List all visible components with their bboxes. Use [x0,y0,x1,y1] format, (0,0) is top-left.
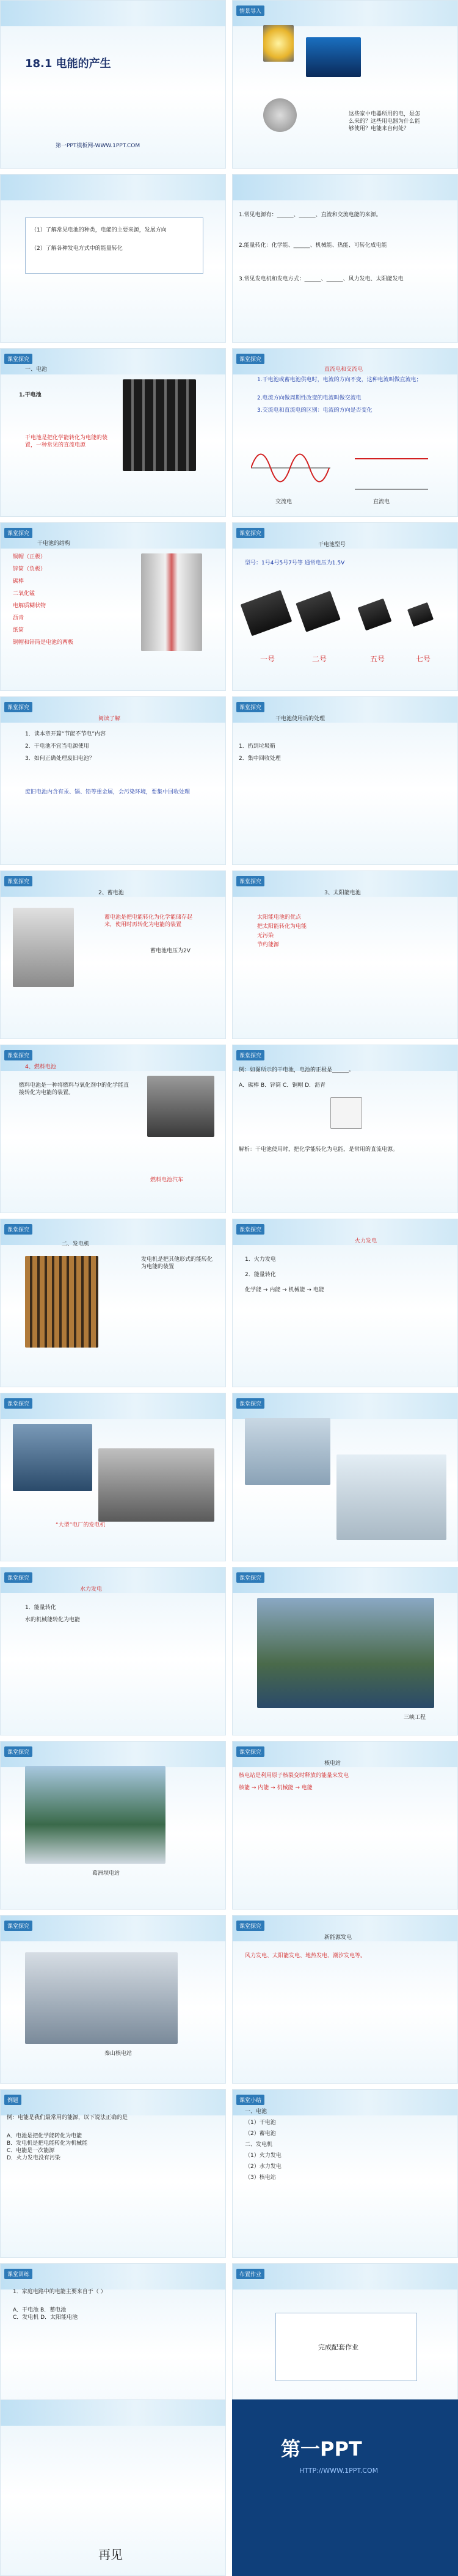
line-3: 3.交流电和直流电的区别：电流的方向是否变化 [257,407,373,414]
options: A．碳棒 B．锌筒 C．铜帽 D．沥青 [239,1082,326,1089]
tag: 课堂探究 [236,876,264,886]
tag: 课堂探究 [236,528,264,538]
tag: 课堂小结 [236,2095,264,2105]
tag: 课堂探究 [236,1398,264,1409]
brand-url: HTTP://WWW.1PPT.COM [299,2467,379,2475]
item-5: 电解质糊状物 [13,603,46,609]
tag: 课堂探究 [236,354,264,364]
line-2: 核能 → 内能 → 机械能 → 电能 [239,1785,313,1791]
item-2: 2．集中回收处理 [239,756,281,762]
note: 废旧电池内含有汞、镉、铅等重金属，会污染环境，要集中回收处理 [25,789,191,795]
brand-logo: 第一PPT [281,2437,362,2461]
note: 蓄电池是把电能转化为化学能储存起来，使用时再转化为电能的装置 [104,914,193,929]
slide-4[interactable] [232,174,458,343]
slide-29[interactable] [0,2399,226,2576]
slide-16[interactable] [232,1219,458,1387]
tag: 课堂探究 [4,1224,32,1235]
heading: 新能源发电 [324,1935,352,1941]
body: 发电机是把其他形式的能转化为电能的装置 [141,1257,213,1271]
batteries-image [123,379,196,471]
cooling-towers-image [336,1454,446,1540]
slide-9[interactable] [0,696,226,865]
slide-2[interactable] [232,0,458,169]
goodbye: 再见 [98,2547,123,2562]
slide-17[interactable] [0,1393,226,1561]
slide-22[interactable] [232,1741,458,1910]
tag: 例题 [4,2095,21,2105]
item-4: 二、发电机 [245,2142,273,2148]
waveform-diagram [251,440,434,495]
slide-15[interactable] [0,1219,226,1387]
label-2: 二号 [312,655,327,663]
item-8: 铜帽和锌筒是电池的两极 [13,640,74,646]
battery-2 [296,591,340,632]
options: A．干电池 B．蓄电池 C．发电机 D．太阳能电池 [13,2307,78,2321]
caption: “大型”电厂的发电机 [56,1522,106,1528]
slide-1[interactable] [0,0,226,169]
slide-21[interactable] [0,1741,226,1910]
rice-cooker-image [263,98,297,132]
body: 1．家庭电路中的电能主要来自于（ ） [13,2289,106,2295]
item-1: 一、电池 [245,2109,267,2115]
line-3: 化学能 → 内能 → 机械能 → 电能 [245,1287,324,1293]
caption: 葛洲坝电站 [92,1870,120,1877]
tag: 课堂探究 [4,1398,32,1409]
thermal-plant-image [245,1418,330,1485]
storage-battery-image [13,908,74,987]
line-1: 核电站是利用原子核裂变时释放的能量来发电 [239,1773,349,1779]
heading: 干电池的结构 [37,541,71,547]
power-plant-image-1 [13,1424,92,1491]
slide-23[interactable] [0,1915,226,2084]
line-3: 3．如何正确处理废旧电池？ [25,756,95,762]
nuclear-plant-image [25,1952,178,2044]
slide-3[interactable] [0,174,226,343]
line-1: 1．读本章开篇“节能不节电”内容 [25,731,106,737]
line-2: 水的机械能转化为电能 [25,1617,81,1623]
battery-1 [241,590,293,637]
tag: 布置作业 [236,2269,264,2279]
item-2: 把太阳能转化为电能 [257,924,307,930]
body: 燃料电池是一种将燃料与氧化剂中的化学能直接转化为电能的装置。 [19,1082,129,1096]
caption: 三峡工程 [404,1715,426,1721]
item-5: （1）火力发电 [245,2153,282,2159]
slide-18[interactable] [232,1393,458,1561]
dam-image [257,1598,434,1708]
heading: 水力发电 [80,1586,103,1593]
generator-hall-image [98,1448,214,1522]
tag: 课堂探究 [4,702,32,712]
item-6: 沥青 [13,615,24,621]
heading: 火力发电 [355,1238,377,1244]
line-2: 2．干电池不宜当电源使用 [25,743,89,750]
tag: 课堂探究 [4,876,32,886]
explain: 解析：干电池使用时，把化学能转化为电能，是常用的直流电源。 [239,1147,399,1153]
options: A．电池是把化学能转化为电能 B．发电机是把电能转化为机械能 C．电能是一次能源 D．火力发电没有污染 [7,2133,88,2162]
question-text: 这些家中电器所用的电，是怎么来的？这些用电器为什么能够使用？电能来自何处？ [349,111,421,133]
slide-13[interactable] [0,1045,226,1213]
heading: 4、燃料电池 [25,1064,56,1070]
tag: 课堂训练 [4,2269,32,2279]
item-1: 1．扔到垃圾箱 [239,743,275,750]
label-5: 五号 [370,655,385,663]
line-1: 风力发电、太阳能发电、地热发电、潮汐发电等。 [245,1953,366,1959]
body: 例：电能是我们最常用的能源，以下说法正确的是 [7,2115,128,2121]
label-dc: 直流电 [373,499,390,505]
battery-7 [407,602,434,627]
tag: 情景导入 [236,5,264,16]
item-3: 3.常见发电机和发电方式：______、______、风力发电、太阳能发电 [239,276,404,282]
caption: 秦山核电站 [104,2051,133,2057]
brand-footer [232,2399,458,2576]
tag: 课堂探究 [4,528,32,538]
item-2: 锌筒（负极） [13,566,46,572]
caption: 燃料电池汽车 [150,1177,184,1183]
item-3: 无污染 [257,933,274,939]
detail: 型号：1号4号5号7号等 通常电压为1.5V [245,560,345,566]
item-3: 碳棒 [13,578,24,585]
heading: 核电站 [324,1761,341,1767]
line-1: 1．能量转化 [25,1605,56,1611]
label-ac: 交流电 [275,499,293,505]
line-2: 2.电流方向做周期性改变的电流叫做交流电 [257,395,362,401]
slide-24[interactable] [232,1915,458,2084]
line-1: 1．火力发电 [245,1257,276,1263]
slide-website: 第一PPT模板网-WWW.1PPT.COM [56,143,140,149]
tag: 课堂探究 [4,1921,32,1931]
slide-25[interactable] [0,2089,226,2258]
slide-26[interactable] [232,2089,458,2258]
item-2: 2.能量转化：化学能、______、机械能、热能、可转化成电能 [239,243,387,249]
tag: 课堂探究 [236,1572,264,1583]
item-7: （3）核电站 [245,2175,276,2181]
tag: 课堂探究 [4,1746,32,1757]
tag: 课堂探究 [4,354,32,364]
slide-12[interactable] [232,870,458,1039]
slide-10[interactable] [232,696,458,865]
slide-title: 18.1 电能的产生 [25,57,111,70]
item-1: 1.常见电源有：______、______、直流和交流电能的来源。 [239,212,382,218]
heading: 一、电池 [25,367,48,373]
slide-20[interactable] [232,1567,458,1735]
objective-1: （1）了解常见电池的种类，电能的主要来源，发展方向 [31,227,167,233]
line-2: 2．能量转化 [245,1272,276,1278]
label-1: 一号 [260,655,275,663]
dam-spillway-image [25,1766,165,1864]
item-4: 节约能源 [257,942,280,948]
heading: 干电池使用后的处理 [275,716,325,722]
tag: 课堂探究 [236,1746,264,1757]
lightbulb-image [263,25,294,62]
tag: 课堂探究 [236,1921,264,1931]
heading: 2、蓄电池 [98,890,124,896]
slide-11[interactable] [0,870,226,1039]
battery-diagram [330,1097,362,1129]
heading: 二、发电机 [62,1241,90,1247]
item-3: （2）蓄电池 [245,2131,276,2137]
heading: 干电池型号 [318,542,346,548]
item-7: 纸筒 [13,627,24,633]
item-6: （2）水力发电 [245,2164,282,2170]
tag: 课堂探究 [4,1050,32,1060]
fuel-cell-car-image [147,1076,214,1137]
battery-5 [358,599,392,631]
battery-cutaway-image [141,553,202,651]
slide-14[interactable] [232,1045,458,1213]
line-1: 1.干电池或蓄电池供电时，电流的方向不变，这种电流叫做直流电； [257,377,422,383]
tag: 课堂探究 [4,1572,32,1583]
item-1: 太阳能电池的优点 [257,914,302,921]
tag: 课堂探究 [236,1050,264,1060]
heading: 3、太阳能电池 [324,890,361,896]
note: 干电池是把化学能转化为电能的装置，一种常见的直流电源 [25,435,108,449]
generator-image [25,1256,98,1348]
body: 完成配套作业 [318,2343,358,2351]
tag: 课堂探究 [236,702,264,712]
item-1: 铜帽（正极） [13,554,46,560]
item-4: 二氧化锰 [13,591,35,597]
body: 例：如图所示的干电池，电池的正极是______。 [239,1067,355,1073]
tag: 课堂探究 [236,1224,264,1235]
slide-6[interactable] [232,348,458,517]
slide-5[interactable] [0,348,226,517]
voltage: 蓄电池电压为2V [150,948,191,954]
item-2: （1）干电池 [245,2120,276,2126]
label-7: 七号 [416,655,431,663]
objective-2: （2）了解各种发电方式中的能量转化 [31,246,123,252]
subheading: 1.干电池 [19,392,42,398]
slide-7[interactable] [0,522,226,691]
tv-image [306,37,361,77]
slide-8[interactable] [232,522,458,691]
slide-19[interactable] [0,1567,226,1735]
heading: 直流电和交流电 [324,367,363,373]
heading: 阅读了解 [98,716,121,722]
